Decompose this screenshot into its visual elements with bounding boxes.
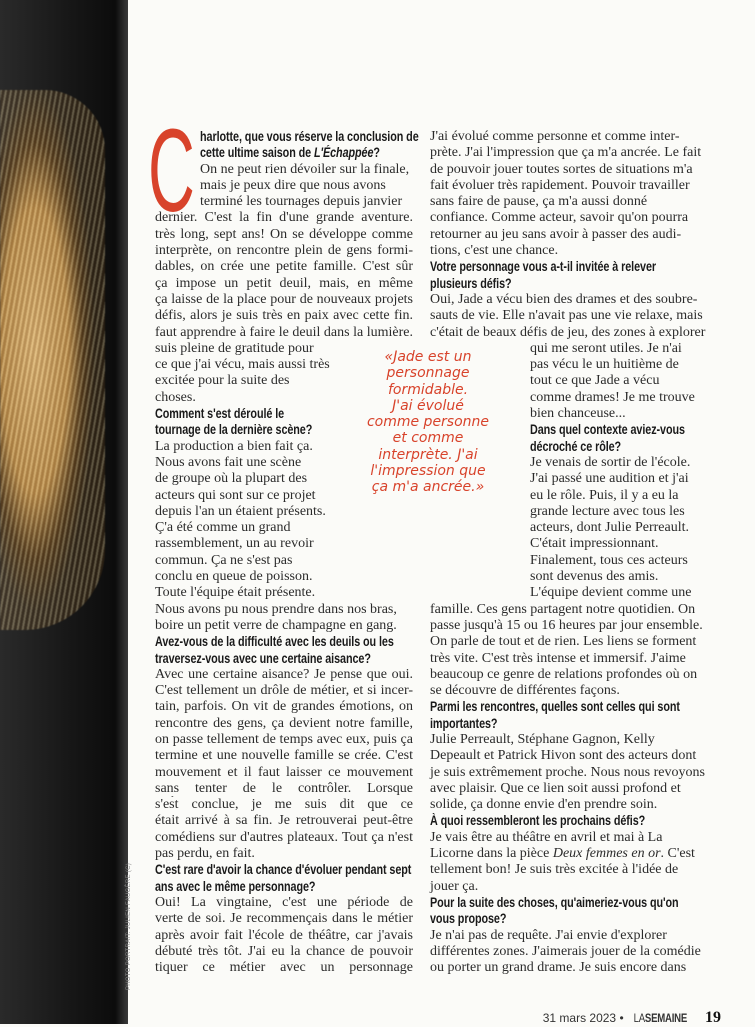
pull-quote-line: interprète. J'ai (378, 446, 478, 463)
text-line: je suis extrêmement proche. Nous nous revoyons (430, 764, 705, 780)
question (155, 634, 413, 667)
text-line: se découvre de différentes façons. (430, 683, 620, 699)
text-line: jouer ça. (430, 878, 479, 894)
pull-quote-line: «Jade est un (384, 349, 472, 365)
text-line: Nous avons fait une scène (155, 454, 302, 470)
text-line: Nous avons pu nous prendre dans nos bras, (155, 601, 397, 617)
text-line: c'était de beaux défis de jeu, des zones à explorer (430, 324, 706, 340)
pull-quote-line: l'impression que (370, 463, 486, 480)
text-line: fait évoluer très rapidement. Pouvoir travailler (430, 177, 690, 193)
text-line: tellement bon! Je suis très excitée à l'idée de (430, 862, 679, 878)
text-line: Ç'a été comme un grand (155, 520, 291, 536)
answer (430, 292, 718, 341)
text-line: différentes zones. J'aimerais jouer de la comédie (430, 943, 701, 959)
answer (155, 602, 413, 635)
answer (155, 210, 413, 340)
text-line: confiance. Comme acteur, savoir qu'on pourra (430, 210, 689, 226)
text-line: pas vécu le un huitième de (530, 357, 679, 373)
text-line: On ne peut rien dévoiler sur la finale, (200, 161, 410, 177)
text-line: tain, parfois. On vit de grandes émotions, on (155, 699, 413, 715)
text-line: suis pleine de gratitude pour (155, 340, 314, 356)
text-line: Julie Perreault, Stéphane Gagnon, Kelly (430, 731, 655, 747)
text-line: On parle de tout et de rien. Les liens se forment (430, 634, 697, 650)
text-line: excitée pour la suite des (155, 373, 290, 389)
text-line: tournage de la dernière scène? (155, 422, 313, 438)
right-column (430, 129, 718, 976)
answer (430, 830, 718, 895)
text-line: À quoi ressembleront les prochains défis? (430, 813, 646, 829)
text-line: Je venais de sortir de l'école. (530, 454, 691, 470)
text-line: Parmi les rencontres, quelles sont celles qui sont (430, 699, 680, 715)
text-line: on passe tellement de temps avec eux, puis ça (155, 731, 413, 747)
pull-quote-line: et comme (392, 430, 464, 447)
pull-quote-line: personnage (386, 365, 470, 382)
text-line: Avec une certaine aisance? Je pense que oui. (155, 666, 413, 682)
answer (155, 162, 413, 211)
text-line: interprète, on rencontre plein de gens formi- (155, 243, 413, 259)
text-line: depuis l'an un étaient présents. (155, 503, 326, 519)
question (430, 422, 718, 455)
text-line: sans faire de pause, ça m'a aussi donné (430, 194, 648, 210)
answer (430, 455, 718, 602)
title-italic: L'Échappée (314, 145, 374, 161)
text-line: Toute l'équipe était présente. (155, 585, 316, 601)
text-line: de groupe où la plupart des (155, 471, 308, 487)
text-line: terminé les tournages depuis janvier (200, 194, 403, 210)
text-line: décroché ce rôle? (530, 438, 622, 454)
question (430, 895, 718, 928)
text-line: Votre personnage vous a-t-il invitée à relever (430, 259, 656, 275)
answer (430, 341, 718, 422)
text-line: verte de soi. Je recommençais dans le métier (155, 911, 413, 927)
text-line: acteurs qui sont sur ce projet (155, 487, 316, 503)
page-number: 19 (705, 1009, 721, 1026)
question (430, 813, 718, 829)
text-line: L'équipe devient comme une (530, 585, 692, 601)
text-line: dables, on crée une petite famille. C'est sûr (155, 259, 413, 275)
text-line: mais je peux dire que nous avons (200, 177, 386, 193)
text-line: retourner au jeu sans avoir à passer des audi- (430, 226, 682, 242)
answer (430, 732, 718, 813)
text-line: sont devenus des amis. (530, 569, 659, 585)
text-line: solide, ça donne envie d'en prendre soin. (430, 797, 658, 813)
text-line: ça laisse de la place pour de nouveaux projets (155, 291, 413, 307)
text-line: passe jusqu'à 15 ou 16 heures par jour ensemble. (430, 617, 703, 633)
text-line: sans tenter de le contrôler. Lorsque (155, 780, 413, 796)
text-line: qui me seront utiles. Je n'ai (530, 340, 682, 356)
text-line: conclu en queue de poisson. (155, 569, 313, 585)
text-line: rassemblement, un au revoir (155, 536, 314, 552)
text-line: Je n'ai pas de requête. J'ai envie d'explorer (430, 927, 667, 943)
text-line: comme drames! Je me trouve (530, 389, 695, 405)
text-line: mouvement et il faut laisser ce mouvement (155, 764, 413, 780)
text-line: ce que j'ai vécu, mais aussi très (155, 357, 330, 373)
text-line: Comment s'est déroulé le (155, 406, 285, 422)
text-line: bien chanceuse... (530, 406, 626, 422)
text-line: dernier. C'est la fin d'une grande aventure. (155, 210, 413, 226)
question (155, 129, 419, 162)
text-line: rencontre des gens, ça devient notre famille, (155, 715, 413, 731)
answer (155, 667, 413, 863)
text-line: C'était impressionnant. (530, 536, 659, 552)
pull-quote-line: ça m'a ancrée.» (371, 479, 485, 496)
text-line: pas perdu, en fait. (155, 846, 255, 862)
text-line: J'ai évolué comme personne et comme inter- (430, 129, 680, 144)
text-line: commun. Ça ne s'est pas (155, 552, 293, 568)
text-line: très long, sept ans! On se développe comme (155, 226, 413, 242)
text-line: boire un petit verre de champagne en gang. (155, 617, 397, 633)
text-line: importantes? (430, 715, 498, 731)
text-line: Finalement, tous ces acteurs (530, 552, 688, 568)
photo-credit: PHOTO PORTRAIT: JULIEN FAUGÈRE (C) (126, 863, 132, 990)
text-line: C'est rare d'avoir la chance d'évoluer pendant sept (155, 862, 412, 878)
text-line: traversez-vous avec une certaine aisance? (155, 650, 371, 666)
text-line: Licorne dans la pièce Deux femmes en or. C'est (430, 846, 695, 862)
pull-quote-line: comme personne (366, 414, 490, 431)
hair-photo (0, 90, 105, 630)
text-line: eu le rôle. Puis, il y a eu la (530, 487, 679, 503)
text-line: plusieurs défis? (430, 275, 512, 291)
question (430, 259, 718, 292)
text-line: tions, c'est une chance. (430, 243, 559, 259)
text-line: famille. Ces gens partagent notre quotidien. On (430, 601, 696, 617)
text-line: cette ultime saison de L'Échappée? (200, 145, 380, 161)
portrait-photo-edge (0, 0, 128, 1024)
magazine-logo: LASEMAINE (633, 1011, 687, 1025)
answer (430, 129, 718, 259)
text-line: beaucoup ce genre de relations profondes où on (430, 666, 698, 682)
text-line: choses. (155, 389, 196, 405)
question (155, 862, 413, 895)
issue-date: 31 mars 2023 (542, 1011, 617, 1025)
text-line: J'ai passé une audition et j'ai (530, 471, 689, 487)
text-line: Avez-vous de la difficulté avec les deuils ou les (155, 634, 394, 650)
answer (155, 895, 413, 976)
text-line: était arrivé à sa fin. Je retrouverai peut-être (155, 813, 413, 829)
question (430, 699, 718, 732)
text-line: avec plaisir. Que ce lien soit aussi profond et (430, 780, 681, 796)
text-line: ou porter un grand drame. Je suis encore dans (430, 960, 687, 976)
text-line: défis, alors je suis très en paix avec cette fin. (155, 308, 413, 324)
text-line: faut apprendre à faire le deuil dans la lumière. (155, 324, 413, 340)
text-line: comédiens sur d'autres plateaux. Tout ça n'est (155, 829, 413, 845)
text-line: Depeault et Patrick Hivon sont des acteurs dont (430, 748, 697, 764)
pull-quote-line: J'ai évolué (392, 397, 464, 414)
text-line: acteurs, dont Julie Perreault. (530, 520, 690, 536)
text-line: grande lecture avec tous les (530, 503, 685, 519)
text-line: après avoir fait l'école de théâtre, car j'avais (155, 927, 413, 943)
text-line: La production a bien fait ça. (155, 438, 313, 454)
text-line: ça impose un petit deuil, mais, en même (155, 275, 413, 291)
text-line: Dans quel contexte aviez-vous (530, 422, 685, 438)
text-line: C'est tellement un drôle de métier, et si incer- (155, 683, 413, 699)
text-line: prète. J'ai l'impression que ça m'a ancrée. Le fait (430, 145, 702, 161)
text-line: s'est conclue, je me suis dit que ce (155, 797, 413, 813)
text-line: vous propose? (430, 911, 507, 927)
text-line: Oui, Jade a vécu bien des drames et des soubre- (430, 291, 698, 307)
text-line: tiquer ce métier avec un personnage (155, 960, 413, 976)
text-line: ans avec le même personnage? (155, 878, 316, 894)
text-line: termine et une nouvelle famille se crée. C'est (155, 748, 413, 764)
bullet-separator: • (619, 1011, 624, 1025)
answer (430, 602, 718, 700)
text-line: très vite. C'est très intense et immersif. J'aime (430, 650, 686, 666)
text-line: harlotte, que vous réserve la conclusion de (200, 129, 419, 144)
title-italic: Deux femmes en or (552, 846, 661, 862)
text-line: débuté très tôt. J'ai eu la chance de pouvoir (155, 943, 413, 959)
left-column (155, 129, 419, 976)
text-line: de pouvoir jouer toutes sortes de situations m'a (430, 161, 693, 177)
answer (430, 928, 718, 977)
drop-cap: C (148, 105, 195, 237)
pull-quote-line: formidable. (387, 381, 469, 398)
text-line: Je vais être au théâtre en avril et mai à La (430, 829, 663, 845)
text-line: Pour la suite des choses, qu'aimeriez-vous qu'on (430, 894, 679, 910)
page-footer (543, 1009, 721, 1027)
text-line: tout ce que Jade a vécu (530, 373, 660, 389)
text-line: sauts de vie. Elle n'avait pas une vie relaxe, mais (430, 308, 703, 324)
text-line: Oui! La vingtaine, c'est une période de (155, 894, 413, 910)
